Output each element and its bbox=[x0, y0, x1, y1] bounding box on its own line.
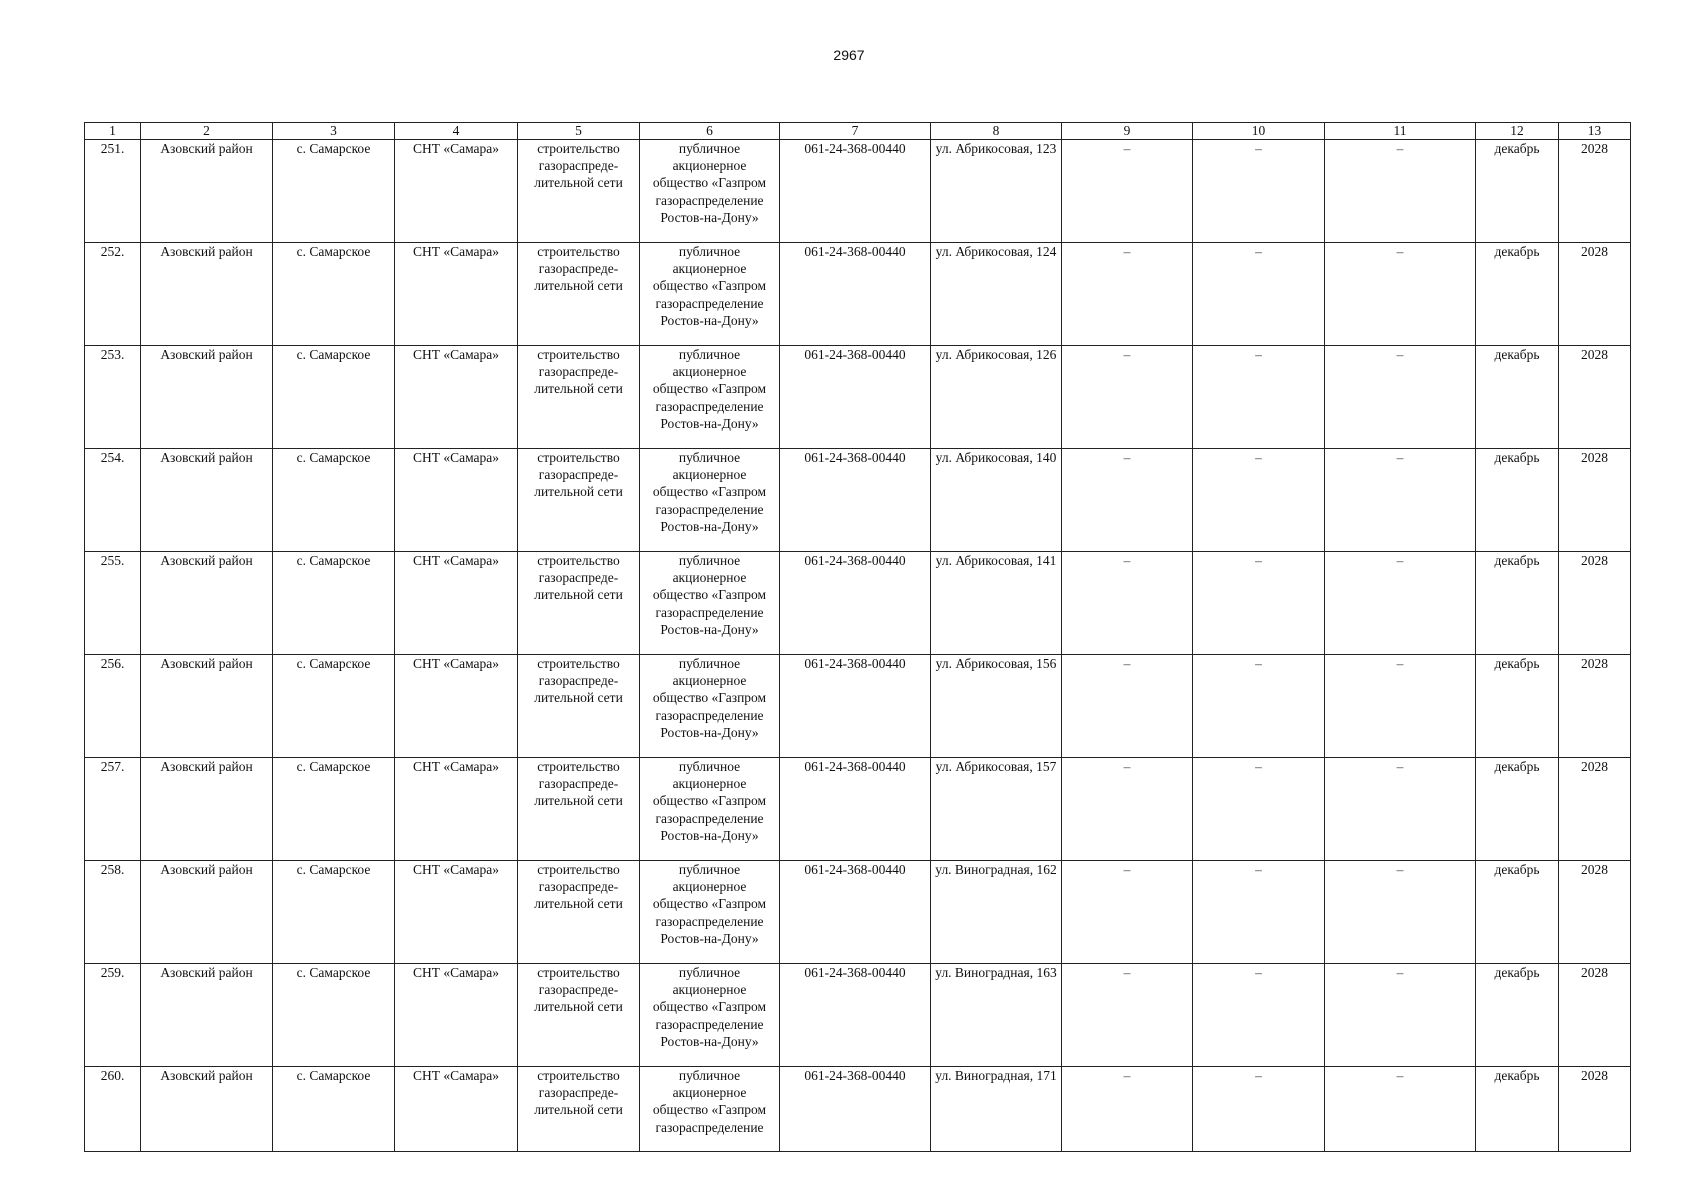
organization-text: публичное акционерное общество «Газпром газораспределение Ростов-на-Дону» bbox=[652, 862, 767, 946]
column-header: 10 bbox=[1193, 123, 1325, 140]
col10-cell: – bbox=[1193, 1067, 1325, 1152]
work-cell: строительство газораспреде-лительной сети bbox=[518, 346, 640, 449]
code-cell: 061-24-368-00440 bbox=[780, 140, 931, 243]
col9-cell: – bbox=[1062, 243, 1193, 346]
row-number: 252. bbox=[85, 243, 141, 346]
organization-text: публичное акционерное общество «Газпром газораспределение Ростов-на-Дону» bbox=[652, 347, 767, 431]
column-header: 12 bbox=[1476, 123, 1559, 140]
month-cell: декабрь bbox=[1476, 449, 1559, 552]
column-header: 8 bbox=[931, 123, 1062, 140]
year-cell: 2028 bbox=[1559, 243, 1631, 346]
settlement-cell: с. Самарское bbox=[273, 964, 395, 1067]
column-header: 9 bbox=[1062, 123, 1193, 140]
column-header: 11 bbox=[1325, 123, 1476, 140]
col11-cell: – bbox=[1325, 552, 1476, 655]
district-cell: Азовский район bbox=[141, 861, 273, 964]
organization-text: публичное акционерное общество «Газпром газораспределение Ростов-на-Дону» bbox=[652, 759, 767, 843]
district-cell: Азовский район bbox=[141, 655, 273, 758]
work-cell: строительство газораспреде-лительной сети bbox=[518, 964, 640, 1067]
row-number: 251. bbox=[85, 140, 141, 243]
col10-cell: – bbox=[1193, 964, 1325, 1067]
row-number: 260. bbox=[85, 1067, 141, 1152]
row-number: 257. bbox=[85, 758, 141, 861]
organization-cell bbox=[640, 140, 780, 243]
column-header: 1 bbox=[85, 123, 141, 140]
work-cell: строительство газораспреде-лительной сети bbox=[518, 1067, 640, 1152]
work-cell: строительство газораспреде-лительной сети bbox=[518, 552, 640, 655]
data-table bbox=[84, 122, 1631, 1152]
district-cell: Азовский район bbox=[141, 449, 273, 552]
address-cell: ул. Абрикосовая, 123 bbox=[931, 140, 1062, 243]
year-cell: 2028 bbox=[1559, 140, 1631, 243]
row-number: 255. bbox=[85, 552, 141, 655]
organization-cell bbox=[640, 552, 780, 655]
col11-cell: – bbox=[1325, 964, 1476, 1067]
column-header: 5 bbox=[518, 123, 640, 140]
col10-cell: – bbox=[1193, 449, 1325, 552]
col11-cell: – bbox=[1325, 449, 1476, 552]
address-cell: ул. Виноградная, 171 bbox=[931, 1067, 1062, 1152]
col11-cell: – bbox=[1325, 346, 1476, 449]
table-row bbox=[85, 758, 1631, 861]
address-cell: ул. Абрикосовая, 126 bbox=[931, 346, 1062, 449]
month-cell: декабрь bbox=[1476, 346, 1559, 449]
organization-cell bbox=[640, 655, 780, 758]
year-cell: 2028 bbox=[1559, 964, 1631, 1067]
settlement-cell: с. Самарское bbox=[273, 552, 395, 655]
table-row bbox=[85, 140, 1631, 243]
month-cell: декабрь bbox=[1476, 1067, 1559, 1152]
col10-cell: – bbox=[1193, 758, 1325, 861]
col11-cell: – bbox=[1325, 655, 1476, 758]
code-cell: 061-24-368-00440 bbox=[780, 346, 931, 449]
code-cell: 061-24-368-00440 bbox=[780, 552, 931, 655]
col11-cell: – bbox=[1325, 140, 1476, 243]
district-cell: Азовский район bbox=[141, 758, 273, 861]
snt-cell: СНТ «Самара» bbox=[395, 346, 518, 449]
work-cell: строительство газораспреде-лительной сети bbox=[518, 758, 640, 861]
district-cell: Азовский район bbox=[141, 243, 273, 346]
month-cell: декабрь bbox=[1476, 758, 1559, 861]
col10-cell: – bbox=[1193, 655, 1325, 758]
col9-cell: – bbox=[1062, 449, 1193, 552]
code-cell: 061-24-368-00440 bbox=[780, 861, 931, 964]
month-cell: декабрь bbox=[1476, 243, 1559, 346]
code-cell: 061-24-368-00440 bbox=[780, 655, 931, 758]
district-cell: Азовский район bbox=[141, 140, 273, 243]
column-header: 6 bbox=[640, 123, 780, 140]
row-number: 258. bbox=[85, 861, 141, 964]
header-row bbox=[85, 123, 1631, 140]
table-row bbox=[85, 346, 1631, 449]
row-number: 259. bbox=[85, 964, 141, 1067]
organization-cell bbox=[640, 243, 780, 346]
column-header: 4 bbox=[395, 123, 518, 140]
address-cell: ул. Виноградная, 163 bbox=[931, 964, 1062, 1067]
col10-cell: – bbox=[1193, 140, 1325, 243]
col10-cell: – bbox=[1193, 243, 1325, 346]
year-cell: 2028 bbox=[1559, 758, 1631, 861]
organization-cell bbox=[640, 758, 780, 861]
snt-cell: СНТ «Самара» bbox=[395, 964, 518, 1067]
district-cell: Азовский район bbox=[141, 1067, 273, 1152]
col9-cell: – bbox=[1062, 758, 1193, 861]
organization-cell bbox=[640, 449, 780, 552]
organization-text: публичное акционерное общество «Газпром газораспределение Ростов-на-Дону» bbox=[652, 141, 767, 225]
organization-cell bbox=[640, 964, 780, 1067]
col11-cell: – bbox=[1325, 243, 1476, 346]
table-row bbox=[85, 243, 1631, 346]
col11-cell: – bbox=[1325, 861, 1476, 964]
organization-text: публичное акционерное общество «Газпром газораспределение Ростов-на-Дону» bbox=[652, 553, 767, 637]
month-cell: декабрь bbox=[1476, 552, 1559, 655]
col10-cell: – bbox=[1193, 346, 1325, 449]
year-cell: 2028 bbox=[1559, 655, 1631, 758]
page-number: 2967 bbox=[833, 47, 865, 63]
snt-cell: СНТ «Самара» bbox=[395, 758, 518, 861]
table-row bbox=[85, 655, 1631, 758]
organization-cell bbox=[640, 861, 780, 964]
year-cell: 2028 bbox=[1559, 346, 1631, 449]
address-cell: ул. Абрикосовая, 157 bbox=[931, 758, 1062, 861]
snt-cell: СНТ «Самара» bbox=[395, 1067, 518, 1152]
month-cell: декабрь bbox=[1476, 861, 1559, 964]
row-number: 253. bbox=[85, 346, 141, 449]
col10-cell: – bbox=[1193, 861, 1325, 964]
col9-cell: – bbox=[1062, 861, 1193, 964]
work-cell: строительство газораспреде-лительной сети bbox=[518, 243, 640, 346]
col9-cell: – bbox=[1062, 964, 1193, 1067]
work-cell: строительство газораспреде-лительной сети bbox=[518, 140, 640, 243]
snt-cell: СНТ «Самара» bbox=[395, 449, 518, 552]
settlement-cell: с. Самарское bbox=[273, 655, 395, 758]
address-cell: ул. Абрикосовая, 156 bbox=[931, 655, 1062, 758]
settlement-cell: с. Самарское bbox=[273, 758, 395, 861]
col10-cell: – bbox=[1193, 552, 1325, 655]
work-cell: строительство газораспреде-лительной сети bbox=[518, 655, 640, 758]
col9-cell: – bbox=[1062, 140, 1193, 243]
code-cell: 061-24-368-00440 bbox=[780, 964, 931, 1067]
col9-cell: – bbox=[1062, 655, 1193, 758]
work-cell: строительство газораспреде-лительной сети bbox=[518, 861, 640, 964]
column-header: 2 bbox=[141, 123, 273, 140]
organization-cell bbox=[640, 346, 780, 449]
organization-text: публичное акционерное общество «Газпром газораспределение Ростов-на-Дону» bbox=[652, 450, 767, 534]
row-number: 256. bbox=[85, 655, 141, 758]
year-cell: 2028 bbox=[1559, 552, 1631, 655]
year-cell: 2028 bbox=[1559, 861, 1631, 964]
district-cell: Азовский район bbox=[141, 552, 273, 655]
col11-cell: – bbox=[1325, 1067, 1476, 1152]
snt-cell: СНТ «Самара» bbox=[395, 243, 518, 346]
row-number: 254. bbox=[85, 449, 141, 552]
snt-cell: СНТ «Самара» bbox=[395, 655, 518, 758]
settlement-cell: с. Самарское bbox=[273, 1067, 395, 1152]
work-cell: строительство газораспреде-лительной сети bbox=[518, 449, 640, 552]
settlement-cell: с. Самарское bbox=[273, 243, 395, 346]
code-cell: 061-24-368-00440 bbox=[780, 1067, 931, 1152]
settlement-cell: с. Самарское bbox=[273, 140, 395, 243]
column-header: 13 bbox=[1559, 123, 1631, 140]
table-row bbox=[85, 964, 1631, 1067]
organization-text: публичное акционерное общество «Газпром газораспределение bbox=[652, 1068, 767, 1135]
table-row bbox=[85, 552, 1631, 655]
table-row bbox=[85, 861, 1631, 964]
snt-cell: СНТ «Самара» bbox=[395, 552, 518, 655]
month-cell: декабрь bbox=[1476, 140, 1559, 243]
address-cell: ул. Абрикосовая, 141 bbox=[931, 552, 1062, 655]
col9-cell: – bbox=[1062, 552, 1193, 655]
year-cell: 2028 bbox=[1559, 449, 1631, 552]
organization-cell bbox=[640, 1067, 780, 1152]
organization-text: публичное акционерное общество «Газпром газораспределение Ростов-на-Дону» bbox=[652, 965, 767, 1049]
district-cell: Азовский район bbox=[141, 964, 273, 1067]
snt-cell: СНТ «Самара» bbox=[395, 861, 518, 964]
table-row bbox=[85, 1067, 1631, 1152]
column-header: 7 bbox=[780, 123, 931, 140]
organization-text: публичное акционерное общество «Газпром газораспределение Ростов-на-Дону» bbox=[652, 244, 767, 328]
month-cell: декабрь bbox=[1476, 964, 1559, 1067]
col9-cell: – bbox=[1062, 1067, 1193, 1152]
year-cell: 2028 bbox=[1559, 1067, 1631, 1152]
snt-cell: СНТ «Самара» bbox=[395, 140, 518, 243]
col11-cell: – bbox=[1325, 758, 1476, 861]
settlement-cell: с. Самарское bbox=[273, 861, 395, 964]
address-cell: ул. Виноградная, 162 bbox=[931, 861, 1062, 964]
table-row bbox=[85, 449, 1631, 552]
address-cell: ул. Абрикосовая, 124 bbox=[931, 243, 1062, 346]
organization-text: публичное акционерное общество «Газпром газораспределение Ростов-на-Дону» bbox=[652, 656, 767, 740]
code-cell: 061-24-368-00440 bbox=[780, 449, 931, 552]
column-header: 3 bbox=[273, 123, 395, 140]
code-cell: 061-24-368-00440 bbox=[780, 758, 931, 861]
district-cell: Азовский район bbox=[141, 346, 273, 449]
month-cell: декабрь bbox=[1476, 655, 1559, 758]
settlement-cell: с. Самарское bbox=[273, 449, 395, 552]
settlement-cell: с. Самарское bbox=[273, 346, 395, 449]
code-cell: 061-24-368-00440 bbox=[780, 243, 931, 346]
address-cell: ул. Абрикосовая, 140 bbox=[931, 449, 1062, 552]
col9-cell: – bbox=[1062, 346, 1193, 449]
